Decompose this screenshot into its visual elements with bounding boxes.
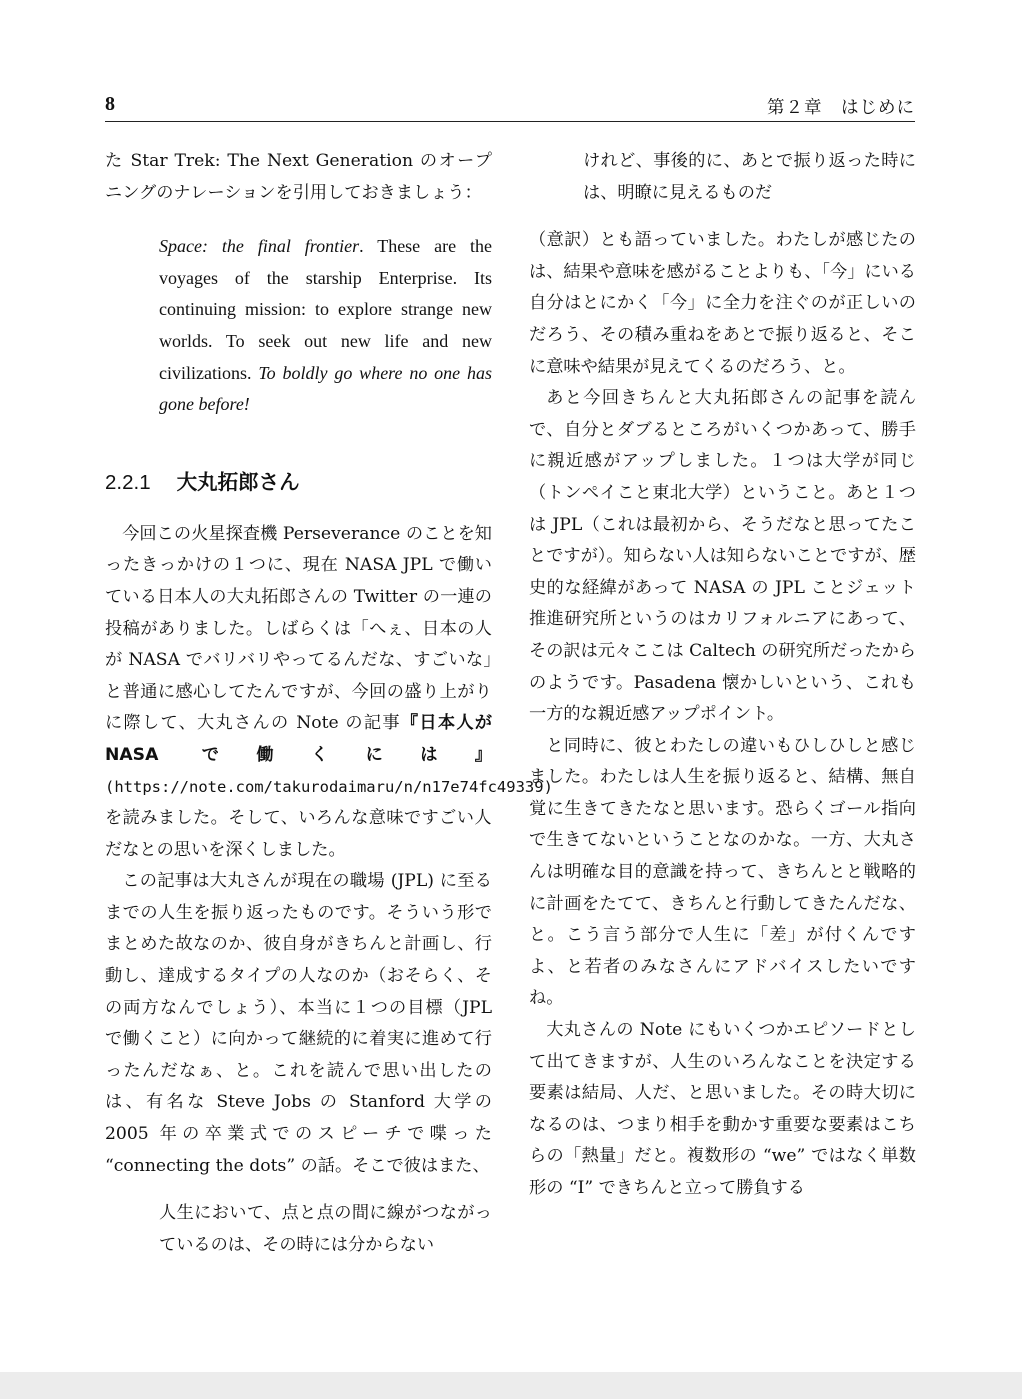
section-number: 2.2.1 <box>105 470 151 494</box>
right-column <box>529 146 916 1205</box>
body-paragraph-2: この記事は大丸さんが現在の職場 (JPL) に至るまでの人生を振り返ったものです。そういう形でまとめた故なのか、彼自身がきちんと計画し、行動し、達成するタイプの人なのか（おそらく、その両方なんでしょう）、本当に１つの目標（JPL で働くこと）に向かって継続的に着実に進めて行ったんだなぁ、と。これを読んで思い出したのは、有名な Steve Jobs の Stanford 大学の 2005 年の卒業式でのスピーチで喋った “connecting the dots” の話。そこで彼はまた、 <box>105 871 492 1176</box>
quote-body: . These are the voyages of the starship Enterprise. Its continuing mission: to explore strange new worlds. To seek out new life and new civilizations. <box>159 236 492 383</box>
body-paragraph-4: あと今回きちんと大丸拓郎さんの記事を読んで、自分とダブるところがいくつかあって、勝手に親近感がアップしました。１つは大学が同じ（トンペイこと東北大学）ということ。あと１つは JPL（これは最初から、そうだなと思ってたことですが）。知らない人は知らないことですが、歴史的な経緯があって NASA の JPL ことジェット推進研究所というのはカリフォルニアにあって、その訳は元々ここは Caltech の研究所だったからのようです。Pasadena 懐かしいという、これも一方的な親近感アップポイント。 <box>529 388 916 725</box>
article-title: 『日本人が NASA で働くには』 <box>105 713 492 765</box>
star-trek-quote <box>159 231 492 421</box>
paragraph-text: 今回この火星探査機 Perseverance のことを知ったきっかけの１つに、現在 NASA JPL で働いている日本人の大丸拓郎さんの Twitter の一連の投稿がありました。しばらくは「へぇ、日本の人が NASA でバリバリやってるんだな、すごいな」と普通に感心してたんですが、今回の盛り上がりに際して、大丸さんの Note の記事 <box>105 523 492 734</box>
page-bottom-edge <box>0 1372 1022 1399</box>
running-head: 第２章 はじめに <box>767 98 915 118</box>
quote-italic-end: To boldly go where no one has gone before! <box>159 362 493 415</box>
section-heading <box>105 469 492 497</box>
left-column <box>105 146 553 1261</box>
quote-italic-start: Space: the final frontier <box>159 236 360 257</box>
jobs-quote-continued: けれど、事後的に、あとで振り返った時には、明瞭に見えるものだ <box>583 151 916 203</box>
jobs-quote: 人生において、点と点の間に線がつながっているのは、その時には分からない <box>159 1203 492 1255</box>
page-number: 8 <box>105 93 115 115</box>
page-header <box>105 93 915 122</box>
body-paragraph-6: 大丸さんの Note にもいくつかエピソードとして出てきますが、人生のいろんなことを決定する要素は結局、人だ、と思いました。その時大切になるのは、つまり相手を動かす重要な要素はこちらの「熱量」だと。複数形の “we” ではなく単数形の “I” できちんと立って勝負する <box>529 1020 916 1198</box>
body-paragraph-5: と同時に、彼とわたしの違いもひしひしと感じました。わたしは人生を振り返ると、結構、無自覚に生きてきたなと思います。恐らくゴール指向で生きてないということなのかな。一方、大丸さんは明確な目的意識を持って、きちんとと戦略的に計画をたてて、きちんと行動してきたんだな、と。こう言う部分で人生に「差」が付くんですよ、と若者のみなさんにアドバイスしたいですね。 <box>529 735 916 1009</box>
body-paragraph-3: （意訳）とも語っていました。わたしが感じたのは、結果や意味を感がることよりも、「今」にいる自分はとにかく「今」に全力を注ぐのが正しいのだろう、その積み重ねをあとで振り返ると、そこに意味や結果が見えてくるのだろう、と。 <box>529 230 916 377</box>
intro-paragraph: た Star Trek: The Next Generation のオープニングのナレーションを引用しておきましょう： <box>105 151 492 203</box>
body-paragraph-1 <box>105 519 553 867</box>
section-title: 大丸拓郎さん <box>176 470 300 494</box>
paragraph-text: を読みました。そして、いろんな意味ですごい人だなとの思いを深くしました。 <box>105 808 492 860</box>
article-url: (https://note.com/takurodaimaru/n/n17e74fc49339) <box>105 777 553 796</box>
